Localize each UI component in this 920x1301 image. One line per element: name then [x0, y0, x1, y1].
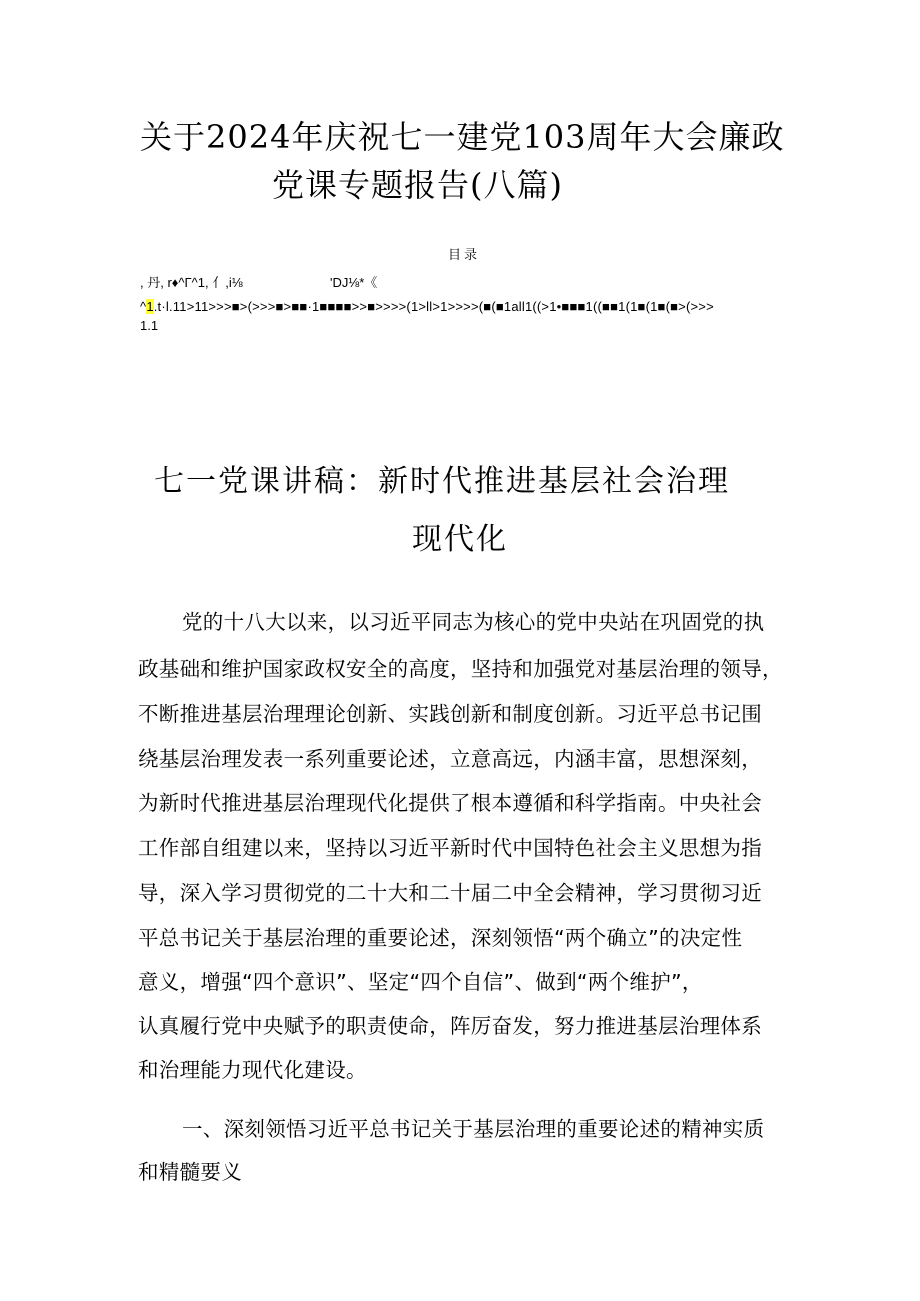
paragraph-line: 工作部自组建以来，坚持以习近平新时代中国特色社会主义思想为指 [138, 836, 762, 860]
subheading-line-1: 一、深刻领悟习近平总书记关于基层治理的重要论述的精神实质 [182, 1117, 765, 1141]
paragraph-line: 认真履行党中央赋予的职责使命，阵厉奋发，努力推进基层治理体系 [138, 1014, 762, 1038]
paragraph-line: 不断推进基层治理理论创新、实践创新和制度创新。习近平总书记围 [138, 702, 762, 726]
toc-entry-1-page: 'DJ⅛*《 [330, 275, 378, 290]
paragraph-line: 平总书记关于基层治理的重要论述，深刻领悟“两个确立”的决定性 [138, 926, 743, 950]
subheading-line-2: 和精髓要义 [138, 1160, 242, 1184]
toc-entry-2-leader: .t·l.11>11>>>■>(>>>■>■■·1■■■■>>■>>>>(1>ll>1>>>>(■(■1all1((>1•■■■1((■■1(1■(1■(■>(>>> [153, 299, 714, 314]
toc-entry-2-highlight: 1 [146, 299, 154, 314]
section-title-line-2: 现代化 [412, 522, 508, 557]
paragraph-line: 和治理能力现代化建设。 [138, 1058, 367, 1082]
paragraph-line: 政基础和维护国家政权安全的高度，坚持和加强党对基层治理的领导， [138, 657, 783, 681]
section-title-line-1: 七一党课讲稿：新时代推进基层社会治理 [154, 464, 730, 499]
paragraph-line: 绕基层治理发表一系列重要论述，立意高远，内涵丰富，思想深刻， [138, 747, 762, 771]
toc-entry-1[interactable] [140, 272, 378, 291]
paragraph-line: 意义，增强“四个意识”、坚定“四个自信”、做到“两个维护”， [138, 970, 703, 994]
toc-entry-3[interactable]: 1.1 [140, 318, 159, 333]
paragraph-line: 为新时代推进基层治理现代化提供了根本遵循和科学指南。中央社会 [138, 791, 762, 815]
toc-entry-2[interactable] [140, 299, 714, 314]
paragraph-line: 党的十八大以来，以习近平同志为核心的党中央站在巩固党的执 [182, 610, 765, 634]
toc-heading: 目录 [448, 248, 481, 263]
toc-entry-1-text: , 丹, r♦^Γ^1, 亻,i⅛ [140, 275, 243, 290]
document-title-line-1: 关于2024年庆祝七一建党103周年大会廉政 [140, 118, 785, 156]
paragraph-line: 导，深入学习贯彻党的二十大和二十届二中全会精神，学习贯彻习近 [138, 881, 762, 905]
document-title-line-2: 党课专题报告(八篇) [272, 166, 563, 204]
toc-entry-2-prefix: ^ [140, 299, 147, 314]
